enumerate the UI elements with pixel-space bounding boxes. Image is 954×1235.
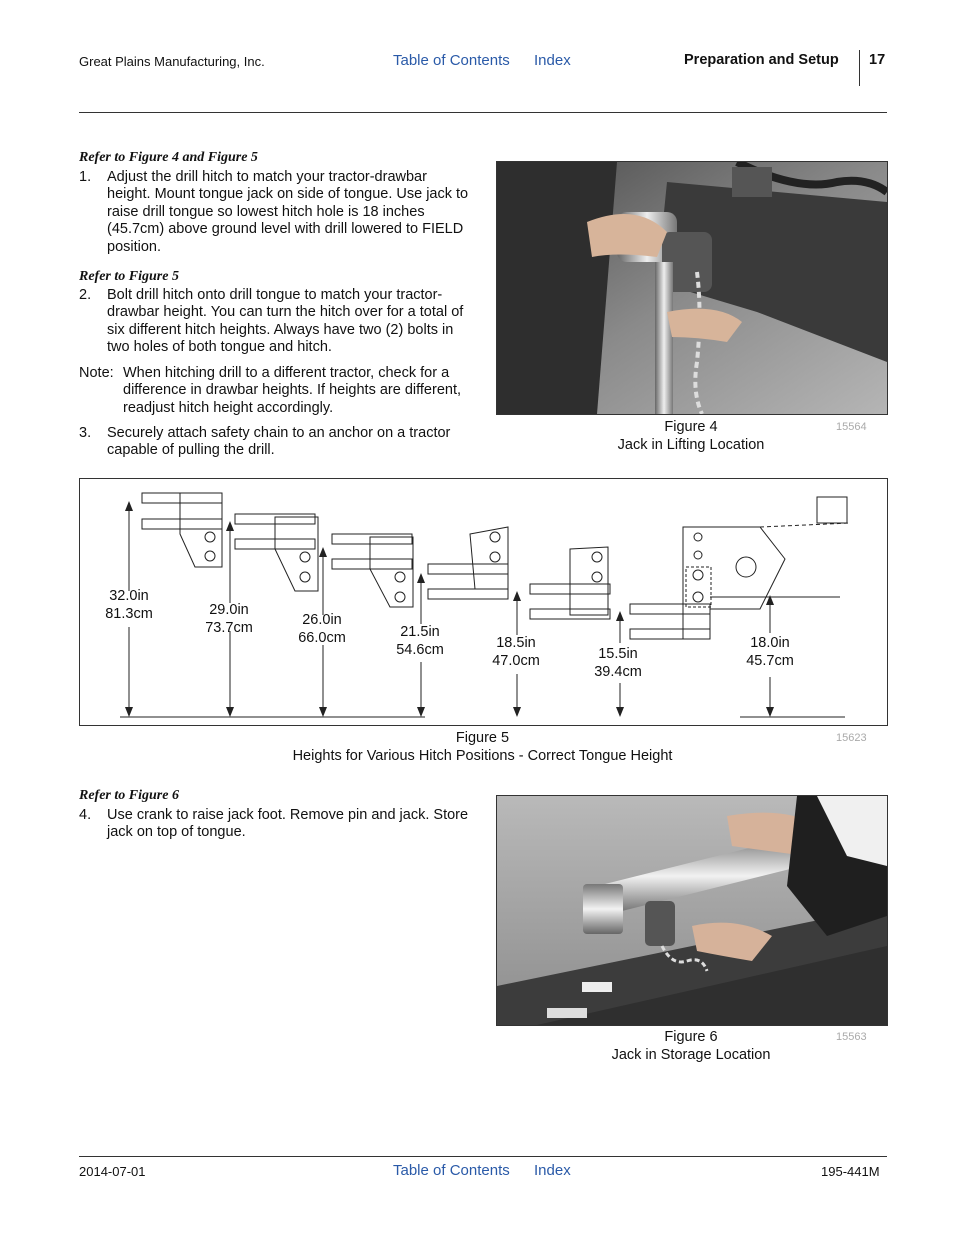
step-2 bbox=[79, 287, 471, 357]
page-number: 17 bbox=[869, 52, 886, 68]
figure-4-number: Figure 4 bbox=[664, 419, 718, 435]
index-link-footer[interactable]: Index bbox=[534, 1162, 571, 1179]
toc-link-header[interactable]: Table of Contents bbox=[393, 52, 510, 69]
figure-6-caption bbox=[496, 1029, 886, 1064]
reference-figure-6: Refer to Figure 6 bbox=[79, 788, 179, 803]
figure-4-caption bbox=[496, 419, 886, 454]
step-2-number: 2. bbox=[79, 287, 92, 303]
height-label-6-cm: 39.4cm bbox=[594, 664, 642, 680]
height-label-5-cm: 47.0cm bbox=[492, 653, 540, 669]
header-rule bbox=[79, 112, 887, 113]
height-label-2-cm: 73.7cm bbox=[205, 620, 253, 636]
jack-storage-illustration bbox=[497, 796, 887, 1025]
figure-5-id: 15623 bbox=[836, 732, 867, 744]
reference-figure-4-5: Refer to Figure 4 and Figure 5 bbox=[79, 150, 258, 165]
height-label-7-in: 18.0in bbox=[750, 635, 790, 651]
height-label-3-cm: 66.0cm bbox=[298, 630, 346, 646]
footer-rule bbox=[79, 1156, 887, 1157]
document-number: 195-441M bbox=[821, 1164, 880, 1179]
note-text: When hitching drill to a different tractor, check for a difference in drawbar heights. If heights are different, readjust hitch height accordingly. bbox=[123, 365, 462, 416]
figure-5-caption bbox=[79, 730, 886, 765]
step-1 bbox=[79, 169, 471, 256]
figure-6-id: 15563 bbox=[836, 1031, 867, 1043]
header-divider bbox=[859, 50, 860, 86]
figure-6-title: Jack in Storage Location bbox=[611, 1046, 771, 1063]
figure-5-diagram bbox=[79, 478, 888, 726]
height-label-3-in: 26.0in bbox=[302, 612, 342, 628]
step-2-text: Bolt drill hitch onto drill tongue to match your tractor-drawbar height. You can turn the hitch over for a total of six different hitch heights. Always have two (2) bolts in two holes of both tongue and hitch. bbox=[107, 287, 464, 356]
step-3-text: Securely attach safety chain to an anchor on a tractor capable of pulling the drill. bbox=[107, 425, 451, 459]
figure-6-number: Figure 6 bbox=[664, 1029, 718, 1045]
height-label-4-cm: 54.6cm bbox=[396, 642, 444, 658]
jack-lifting-illustration bbox=[497, 162, 887, 414]
height-label-1-in: 32.0in bbox=[109, 588, 149, 604]
height-label-7-cm: 45.7cm bbox=[746, 653, 794, 669]
height-label-6-in: 15.5in bbox=[598, 646, 638, 662]
index-link-header[interactable]: Index bbox=[534, 52, 571, 69]
figure-5-title: Heights for Various Hitch Positions - Correct Tongue Height bbox=[292, 747, 673, 764]
figure-5-number: Figure 5 bbox=[455, 730, 510, 746]
height-label-1 bbox=[98, 587, 160, 623]
figure-4-title: Jack in Lifting Location bbox=[617, 436, 765, 453]
height-label-2 bbox=[198, 601, 260, 637]
note-label: Note: bbox=[79, 365, 114, 381]
revision-date: 2014-07-01 bbox=[79, 1164, 146, 1179]
height-label-3 bbox=[291, 611, 353, 647]
height-label-2-in: 29.0in bbox=[209, 602, 249, 618]
height-label-1-cm: 81.3cm bbox=[105, 606, 153, 622]
figure-4-photo bbox=[496, 161, 888, 415]
step-4 bbox=[79, 807, 471, 842]
section-title: Preparation and Setup bbox=[684, 52, 839, 68]
step-3-number: 3. bbox=[79, 425, 92, 441]
height-label-6 bbox=[587, 645, 649, 681]
step-4-number: 4. bbox=[79, 807, 92, 823]
step-1-number: 1. bbox=[79, 169, 92, 185]
step-1-text: Adjust the drill hitch to match your tractor-drawbar height. Mount tongue jack on side of tongue. Use jack to raise drill tongue so lowest hitch hole is 18 inches (45.7cm) above ground level with drill lowered to FIELD position. bbox=[107, 169, 469, 255]
toc-link-footer[interactable]: Table of Contents bbox=[393, 1162, 510, 1179]
height-label-5-in: 18.5in bbox=[496, 635, 536, 651]
note bbox=[79, 365, 471, 417]
figure-6-photo bbox=[496, 795, 888, 1026]
step-3 bbox=[79, 425, 471, 460]
figure-4-id: 15564 bbox=[836, 421, 867, 433]
reference-figure-5: Refer to Figure 5 bbox=[79, 269, 179, 284]
height-label-4-in: 21.5in bbox=[400, 624, 440, 640]
height-label-4 bbox=[389, 623, 451, 659]
step-4-text: Use crank to raise jack foot. Remove pin and jack. Store jack on top of tongue. bbox=[107, 807, 469, 841]
company-name: Great Plains Manufacturing, Inc. bbox=[79, 54, 265, 69]
height-label-7 bbox=[738, 634, 802, 670]
height-label-5 bbox=[485, 634, 547, 670]
